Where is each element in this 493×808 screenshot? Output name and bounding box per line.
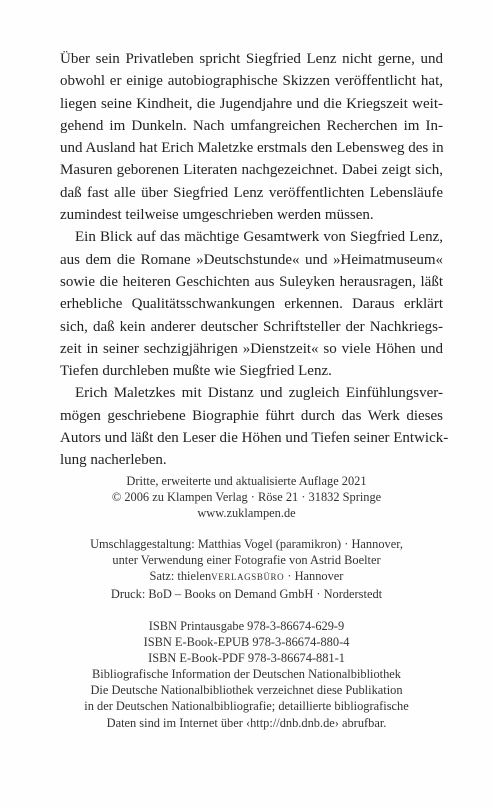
dnb-notice	[40, 666, 453, 731]
dnb-line: Die Deutsche Nationalbibliothek verzeichnet diese Publikation	[90, 683, 403, 698]
typesetting-credit	[40, 568, 453, 585]
text-line: zumindest teilweise umgeschrieben werden müssen.	[60, 207, 374, 224]
paragraph-1	[60, 48, 443, 226]
text-line: sowie die heiteren Geschichten aus Suleyken herausragen, läßt	[60, 273, 443, 290]
isbn-pdf: ISBN E-Book-PDF 978-3-86674-881-1	[148, 651, 345, 666]
text-line: aus dem die Romane »Deutschstunde« und »Heimatmuseum«	[60, 251, 443, 268]
production-credits	[40, 536, 453, 602]
text-line: Ein Blick auf das mächtige Gesamtwerk von Siegfried Lenz,	[75, 229, 443, 246]
typesetting-company: VERLAGSBÜRO	[211, 572, 285, 583]
text-line: lung nacherleben.	[60, 452, 167, 469]
edition-block	[40, 473, 453, 522]
cover-photo-credit: unter Verwendung einer Fotografie von Astrid Boelter	[112, 553, 381, 568]
isbn-print: ISBN Printausgabe 978-3-86674-629-9	[148, 619, 345, 633]
dnb-line: Bibliografische Information der Deutschen Nationalbibliothek	[92, 667, 401, 681]
isbn-block	[40, 618, 453, 667]
edition-note: Dritte, erweiterte und aktualisierte Auflage 2021	[126, 474, 367, 488]
text-line: obwohl er einige autobiographische Skizzen veröffentlicht hat,	[60, 73, 443, 90]
text-line: Masuren geborenen Literaten nachgezeichnet. Dabei zeigt sich,	[60, 162, 443, 179]
text-line: gehend im Dunkeln. Nach umfangreichen Recherchen im In-	[60, 117, 443, 134]
text-line: zeit in seiner sechzigjährigen »Dienstzeit« so viele Höhen und	[60, 340, 443, 357]
paragraph-2	[60, 226, 443, 382]
cover-design-credit: Umschlaggestaltung: Matthias Vogel (paramikron) · Hannover,	[90, 537, 403, 551]
typesetting-city: · Hannover	[284, 569, 344, 584]
text-line: mögen geschriebene Biographie führt durch das Werk dieses	[60, 407, 443, 424]
paragraph-3	[60, 382, 449, 471]
text-line: sich, daß kein anderer deutscher Schriftsteller der Nachkriegs-	[60, 318, 443, 335]
publisher-website: www.zuklampen.de	[197, 506, 296, 521]
text-line: Über sein Privatleben spricht Siegfried Lenz nicht gerne, und	[60, 51, 443, 67]
copyright-line: © 2006 zu Klampen Verlag · Röse 21 · 31832 Springe	[111, 490, 382, 505]
printer-credit: Druck: BoD – Books on Demand GmbH · Norderstedt	[110, 586, 383, 601]
text-line: Autors und läßt den Leser die Höhen und Tiefen seiner Entwick-	[60, 430, 449, 447]
text-line: erhebliche Qualitätsschwankungen erkennen. Daraus erklärt	[60, 296, 443, 313]
typesetting-label: Satz: thielen	[149, 569, 212, 584]
text-line: und Ausland hat Erich Maletzke erstmals den Lebensweg des in	[60, 140, 444, 157]
blurb-text	[60, 48, 449, 472]
text-line: Tiefen durchleben mußte wie Siegfried Lenz.	[60, 363, 332, 380]
dnb-line: in der Deutschen Nationalbibliografie; detaillierte bibliografische	[84, 699, 409, 714]
text-line: Erich Maletzkes mit Distanz und zugleich Einfühlungsver-	[75, 385, 443, 402]
isbn-epub: ISBN E-Book-EPUB 978-3-86674-880-4	[143, 635, 350, 650]
text-line: liegen seine Kindheit, die Jugendjahre und die Kriegszeit weit-	[60, 95, 443, 112]
text-line: daß fast alle über Siegfried Lenz veröffentlichten Lebensläufe	[60, 184, 443, 201]
dnb-line: Daten sind im Internet über ‹http://dnb.dnb.de› abrufbar.	[106, 715, 387, 730]
